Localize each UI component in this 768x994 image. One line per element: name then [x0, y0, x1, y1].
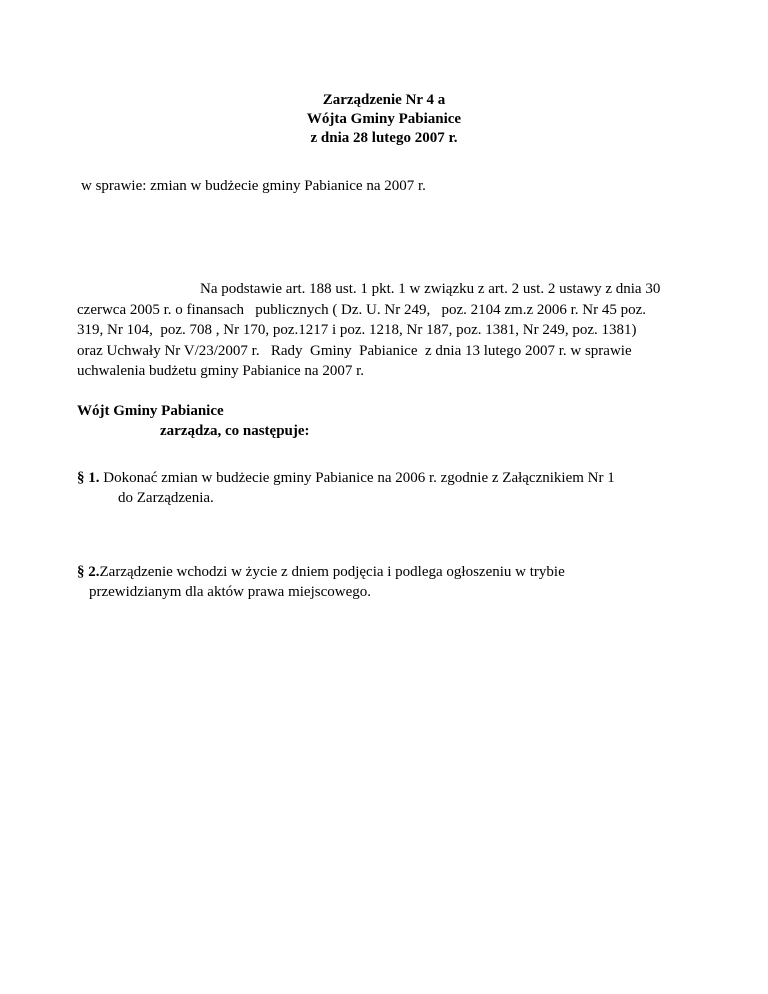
paragraph-2-line-2: przewidzianym dla aktów prawa miejscowego. [89, 583, 371, 600]
paragraph-1-line-1 [77, 469, 615, 489]
legal-basis-line: oraz Uchwały Nr V/23/2007 r. Rady Gminy Pabianice z dnia 13 lutego 2007 r. w sprawie [77, 342, 632, 359]
paragraph-mark: § 2. [77, 564, 100, 580]
paragraph-text: Zarządzenie wchodzi w życie z dniem podjęcia i podlega ogłoszeniu w trybie [99, 564, 565, 580]
legal-basis-line: Na podstawie art. 188 ust. 1 pkt. 1 w związku z art. 2 ust. 2 ustawy z dnia 30 [200, 281, 661, 297]
legal-basis [77, 279, 687, 382]
paragraph-2-line-1 [77, 563, 565, 583]
decree-heading [77, 402, 310, 441]
title-line-1: Zarządzenie Nr 4 a [322, 92, 446, 108]
legal-basis-line: czerwca 2005 r. o finansach publicznych ( Dz. U. Nr 249, poz. 2104 zm.z 2006 r. Nr 45 poz. [77, 301, 647, 318]
paragraph-2 [77, 563, 565, 602]
title-line-3: z dnia 28 lutego 2007 r. [310, 130, 458, 146]
decree-issuer: Wójt Gminy Pabianice [77, 403, 224, 419]
legal-basis-line: 319, Nr 104, poz. 708 , Nr 170, poz.1217 i poz. 1218, Nr 187, poz. 1381, Nr 249, poz. 1381) [77, 322, 637, 338]
subject-line: w sprawie: zmian w budżecie gminy Pabianice na 2007 r. [81, 178, 426, 194]
paragraph-1 [77, 469, 615, 508]
document-title [0, 91, 768, 148]
paragraph-mark: § 1. [77, 470, 100, 486]
legal-basis-line: uchwalenia budżetu gminy Pabianice na 2007 r. [77, 363, 364, 379]
decree-statement: zarządza, co następuje: [160, 422, 310, 439]
paragraph-1-line-2: do Zarządzenia. [118, 489, 214, 506]
paragraph-text: Dokonać zmian w budżecie gminy Pabianice na 2006 r. zgodnie z Załącznikiem Nr 1 [99, 470, 615, 486]
title-line-2: Wójta Gminy Pabianice [306, 111, 462, 127]
